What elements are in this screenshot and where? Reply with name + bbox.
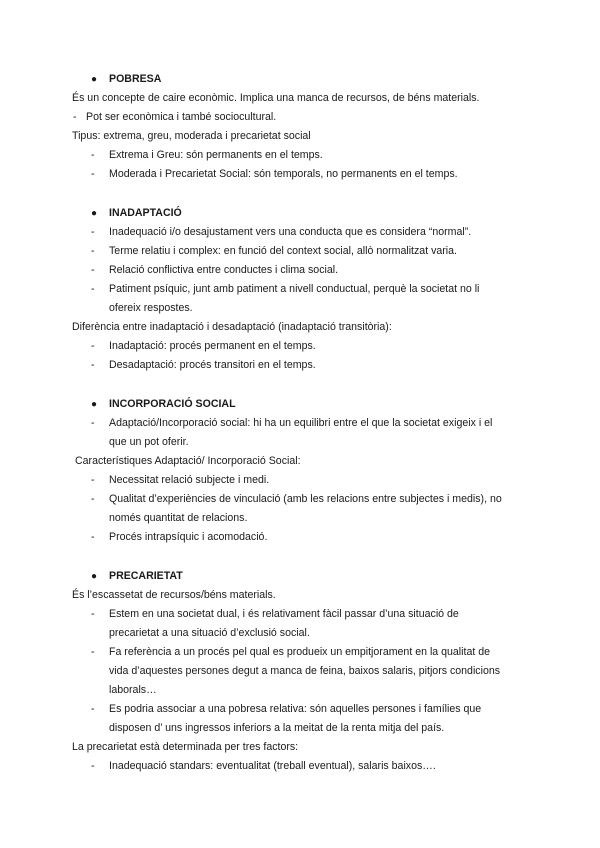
heading-pobresa: POBRESA — [109, 73, 162, 85]
list-item: Fa referència a un procés pel qual es produeix un empitjorament en la qualitat de — [109, 646, 491, 658]
dash-icon: - — [91, 264, 95, 276]
heading-precarietat: PRECARIETAT — [109, 570, 183, 582]
bullet-icon: ● — [91, 208, 98, 219]
heading-incorporacio: INCORPORACIÓ SOCIAL — [109, 398, 236, 410]
list-item: Desadaptació: procés transitori en el temps. — [109, 359, 316, 371]
list-item: Patiment psíquic, junt amb patiment a nivell conductual, perquè la societat no li — [109, 283, 480, 295]
dash-icon: - — [91, 608, 95, 620]
list-item: Inadequació i/o desajustament vers una conducta que es considera “normal”. — [109, 226, 472, 238]
dash-icon: - — [91, 340, 95, 352]
list-item: Qualitat d’experiències de vinculació (amb les relacions entre subjectes i medis), no — [109, 493, 502, 505]
heading-inadaptacio: INADAPTACIÓ — [109, 207, 182, 219]
list-item: Necessitat relació subjecte i medi. — [109, 474, 270, 486]
bullet-icon: ● — [91, 399, 98, 410]
list-item: Terme relatiu i complex: en funció del context social, allò normalitzat varia. — [109, 245, 457, 257]
dash-icon: - — [73, 111, 77, 123]
dash-icon: - — [91, 417, 95, 429]
dash-icon: - — [91, 149, 95, 161]
list-item-continuation: vida d’aquestes persones degut a manca de feina, baixos salaris, pitjors condicions — [109, 665, 501, 677]
dash-icon: - — [91, 283, 95, 295]
list-item-continuation: disposen d’ uns ingressos inferiors a la meitat de la renta mitja del país. — [109, 722, 445, 734]
list-item: Adaptació/Incorporació social: hi ha un equilibri entre el que la societat exigeix i el — [109, 417, 493, 429]
dash-icon: - — [91, 359, 95, 371]
precarietat-intro: És l’escassetat de recursos/béns materials. — [72, 589, 276, 601]
list-item-continuation: que un pot oferir. — [109, 436, 189, 448]
list-item: Procés intrapsíquic i acomodació. — [109, 531, 268, 543]
bullet-icon: ● — [91, 74, 98, 85]
list-item: Inadaptació: procés permanent en el temps. — [109, 340, 316, 352]
list-item-continuation: laborals… — [109, 684, 157, 696]
list-item-continuation: només quantitat de relacions. — [109, 512, 248, 524]
factors-line: La precarietat està determinada per tres factors: — [72, 741, 299, 753]
list-item-continuation: precarietat a una situació d’exclusió social. — [109, 627, 310, 639]
dash-icon: - — [91, 760, 95, 772]
dash-icon: - — [91, 245, 95, 257]
dash-icon: - — [91, 474, 95, 486]
difference-line: Diferència entre inadaptació i desadaptació (inadaptació transitòria): — [72, 321, 392, 333]
list-item: Extrema i Greu: són permanents en el temps. — [109, 149, 323, 161]
list-item-continuation: ofereix respostes. — [109, 302, 193, 314]
pobresa-intro: És un concepte de caire econòmic. Implica una manca de recursos, de béns materials. — [72, 92, 480, 104]
dash-icon: - — [91, 703, 95, 715]
list-item: Estem en una societat dual, i és relativament fàcil passar d’una situació de — [109, 608, 459, 620]
list-item: Moderada i Precarietat Social: són temporals, no permanents en el temps. — [109, 168, 458, 180]
dash-icon: - — [91, 646, 95, 658]
list-item: Es podria associar a una pobresa relativa: són aquelles persones i famílies que — [109, 703, 482, 715]
dash-icon: - — [91, 168, 95, 180]
list-item: Inadequació standars: eventualitat (treball eventual), salaris baixos…. — [109, 760, 436, 772]
list-item: Relació conflictiva entre conductes i clima social. — [109, 264, 339, 276]
dash-icon: - — [91, 226, 95, 238]
characteristics-line: Característiques Adaptació/ Incorporació Social: — [75, 455, 301, 467]
dash-icon: - — [91, 531, 95, 543]
pobresa-types-line: Tipus: extrema, greu, moderada i precarietat social — [72, 130, 311, 142]
pobresa-sub-note: Pot ser econòmica i també sociocultural. — [86, 111, 277, 123]
bullet-icon: ● — [91, 571, 98, 582]
dash-icon: - — [91, 493, 95, 505]
